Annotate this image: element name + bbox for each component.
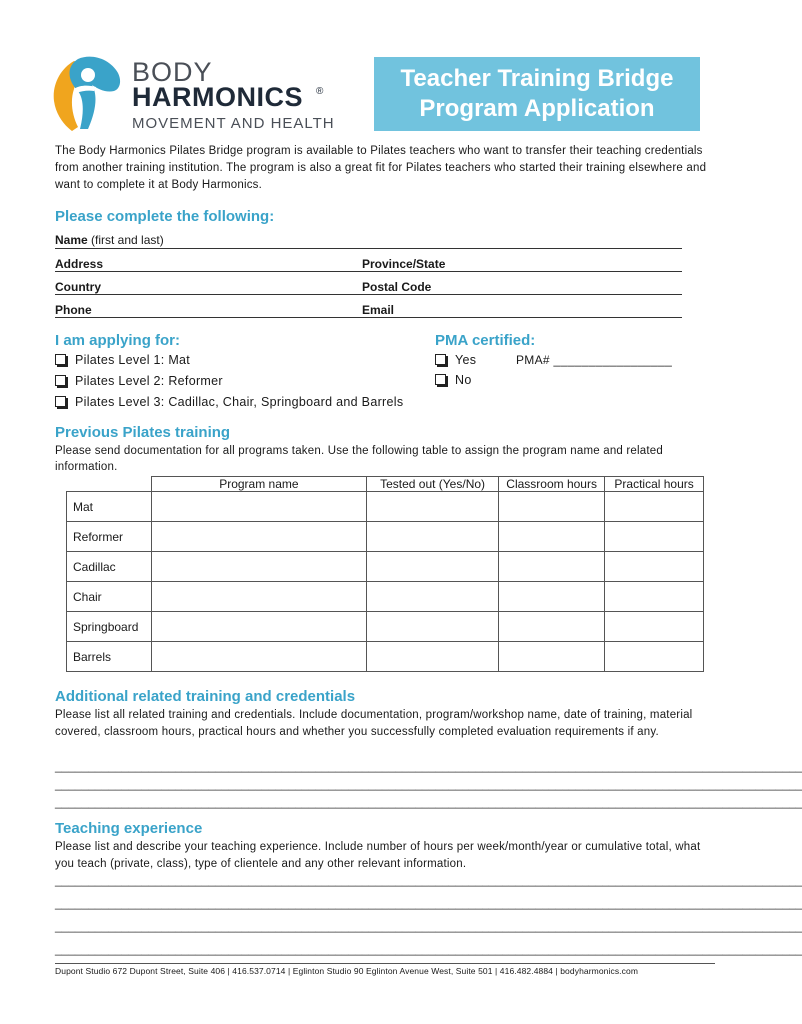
pma-number-field[interactable]: PMA# _________________: [516, 353, 673, 367]
form-title-line-1: Teacher Training Bridge: [400, 65, 674, 92]
column-header: Practical hours: [605, 477, 704, 492]
logo-line-3: MOVEMENT AND HEALTH: [132, 115, 335, 132]
answer-line[interactable]: ________________________________________________________________________________________________________________: [55, 896, 802, 910]
table-row: [67, 522, 704, 552]
figure-logo-icon: [48, 55, 124, 133]
table-cell[interactable]: [605, 582, 704, 612]
logo: [48, 55, 338, 135]
column-header: Tested out (Yes/No): [367, 477, 499, 492]
pma-yes-option[interactable]: Yes: [435, 353, 476, 367]
address-line[interactable]: [55, 271, 682, 272]
previous-heading: Previous Pilates training: [55, 424, 231, 441]
column-header: Classroom hours: [499, 477, 605, 492]
footer-divider: [55, 963, 715, 964]
row-label: Barrels: [67, 642, 152, 672]
additional-instructions: Please list all related training and credentials. Include documentation, program/workshop name, date of training, material covered, classroom hours, practical hours and whether you successfully completed evaluation requirements if any.: [55, 709, 693, 738]
name-field-label: [55, 233, 164, 247]
answer-line[interactable]: ________________________________________________________________________________________________________________: [55, 777, 802, 791]
complete-heading: Please complete the following:: [55, 208, 275, 225]
answer-line[interactable]: ________________________________________________________________________________________________________________: [55, 942, 802, 956]
answer-line[interactable]: ________________________________________________________________________________________________________________: [55, 795, 802, 809]
name-label: Name: [55, 233, 88, 247]
logo-registered: ®: [316, 86, 324, 97]
intro-paragraph: The Body Harmonics Pilates Bridge program is available to Pilates teachers who want to transfer their teaching credentials from another training institution. The program is also a great fit for Pilates teachers who started their training elsewhere and want to complete it at Body Harmonics.: [55, 145, 707, 191]
email-label: Email: [362, 303, 395, 317]
option-level-3[interactable]: Pilates Level 3: Cadillac, Chair, Springboard and Barrels: [55, 395, 403, 409]
phone-line[interactable]: [55, 317, 682, 318]
table-cell[interactable]: [499, 492, 605, 522]
answer-line[interactable]: ________________________________________________________________________________________________________________: [55, 919, 802, 933]
table-cell[interactable]: [499, 642, 605, 672]
table-cell[interactable]: [499, 552, 605, 582]
table-cell[interactable]: [367, 582, 499, 612]
province-label: Province/State: [362, 257, 446, 271]
row-label: Cadillac: [67, 552, 152, 582]
applying-heading: I am applying for:: [55, 332, 181, 349]
table-cell[interactable]: [151, 492, 366, 522]
address-label: Address: [55, 257, 104, 271]
checkbox-icon[interactable]: [55, 396, 66, 407]
row-label: Springboard: [67, 612, 152, 642]
table-row: [67, 642, 704, 672]
footer-contact: Dupont Studio 672 Dupont Street, Suite 406 | 416.537.0714 | Eglinton Studio 90 Eglinton Avenue West, Suite 501 | 416.482.4884 | bodyharmonics.com: [55, 966, 638, 976]
table-cell[interactable]: [367, 642, 499, 672]
logo-line-2: HARMONICS: [132, 82, 303, 112]
name-hint: (first and last): [87, 233, 164, 247]
checkbox-icon[interactable]: [435, 374, 446, 385]
table-cell[interactable]: [151, 522, 366, 552]
table-cell[interactable]: [605, 612, 704, 642]
table-cell[interactable]: [367, 552, 499, 582]
postal-label: Postal Code: [362, 280, 432, 294]
form-title: [374, 57, 700, 131]
row-label: Chair: [67, 582, 152, 612]
table-cell[interactable]: [151, 582, 366, 612]
answer-line[interactable]: ________________________________________________________________________________________________________________: [55, 759, 802, 773]
checkbox-icon[interactable]: [55, 375, 66, 386]
option-level-2[interactable]: Pilates Level 2: Reformer: [55, 374, 223, 388]
additional-heading: Additional related training and credentials: [55, 688, 356, 705]
row-label: Reformer: [67, 522, 152, 552]
answer-line[interactable]: ________________________________________________________________________________________________________________: [55, 873, 802, 887]
table-row: [67, 552, 704, 582]
table-row: [67, 612, 704, 642]
table-header-row: [67, 477, 704, 492]
teaching-heading: Teaching experience: [55, 820, 203, 837]
previous-instructions: Please send documentation for all programs taken. Use the following table to assign the program name and related information.: [55, 445, 663, 473]
table-row: [67, 582, 704, 612]
pma-no-option[interactable]: No: [435, 373, 472, 387]
table-cell[interactable]: [605, 642, 704, 672]
training-table: [66, 476, 704, 672]
table-cell[interactable]: [151, 612, 366, 642]
row-label: Mat: [67, 492, 152, 522]
table-header-blank: [67, 477, 152, 492]
checkbox-icon[interactable]: [435, 354, 446, 365]
table-cell[interactable]: [605, 492, 704, 522]
teaching-instructions: Please list and describe your teaching experience. Include number of hours per week/month/year or cumulative total, what you teach (private, class), type of clientele and any other relevant information.: [55, 841, 701, 870]
country-line[interactable]: [55, 294, 682, 295]
table-cell[interactable]: [605, 552, 704, 582]
table-cell[interactable]: [499, 582, 605, 612]
table-cell[interactable]: [499, 522, 605, 552]
table-cell[interactable]: [367, 522, 499, 552]
column-header: Program name: [151, 477, 366, 492]
option-level-1[interactable]: Pilates Level 1: Mat: [55, 353, 190, 367]
logo-line-1: BODY: [132, 57, 213, 87]
table-cell[interactable]: [367, 612, 499, 642]
name-line[interactable]: [55, 248, 682, 249]
table-cell[interactable]: [151, 552, 366, 582]
checkbox-icon[interactable]: [55, 354, 66, 365]
form-title-line-2: Program Application: [419, 95, 655, 122]
country-label: Country: [55, 280, 101, 294]
table-cell[interactable]: [605, 522, 704, 552]
table-cell[interactable]: [367, 492, 499, 522]
phone-label: Phone: [55, 303, 92, 317]
table-cell[interactable]: [499, 612, 605, 642]
table-cell[interactable]: [151, 642, 366, 672]
table-row: [67, 492, 704, 522]
pma-heading: PMA certified:: [435, 332, 536, 349]
